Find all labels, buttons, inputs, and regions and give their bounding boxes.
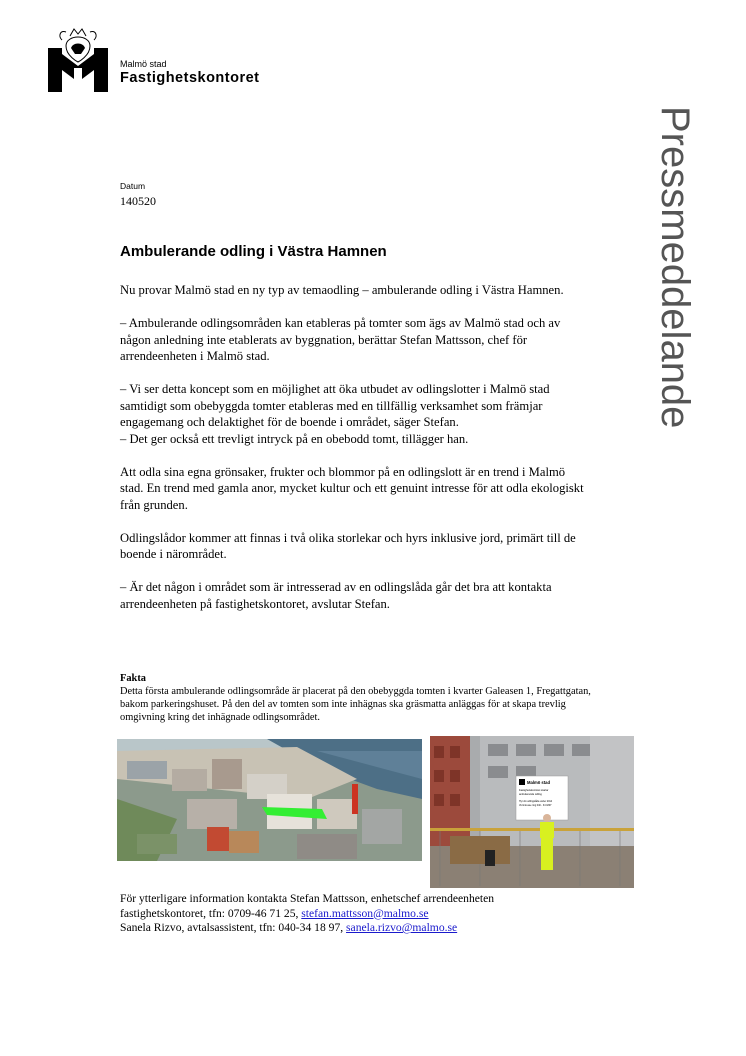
paragraph-7: – Är det någon i området som är intresserad av en odlingslåda går det bra att kontakta arrendeenheten på fastighetskontoret, avslutar Stefan. <box>120 580 552 611</box>
contact-info <box>120 892 620 936</box>
fakta-text: Detta första ambulerande odlingsområde är placerat på den obebyggda tomten i kvarter Galeasen 1, Fregattgatan, bakom parkeringshuset. På den del av tomten som inte inhägnas ska gräsmatta anläggas för at skapa trevlig omgivning kring det inhägnade odlingsområdet. <box>120 686 591 723</box>
article-body <box>120 282 590 612</box>
sign-line-3: ambulerande odling <box>519 793 542 796</box>
paragraph-5: Att odla sina egna grönsaker, frukter och blommor på en odlingslott är en trend i Malmö stad. En trend med gamla anor, mycket kultur och ett genuint intresse för att odla ekologiskt från grunden. <box>120 464 584 512</box>
sign-title: Malmö stad <box>527 780 551 785</box>
contact-line-3 <box>120 921 620 936</box>
side-title-press: Press <box>653 106 697 209</box>
contact-line-2-text: fastighetskontoret, tfn: 0709-46 71 25, <box>120 906 302 920</box>
sign-line-2: Fastighetskontoret startar <box>519 789 549 792</box>
email-link-stefan[interactable]: stefan.mattsson@malmo.se <box>301 906 429 920</box>
contact-line-3-text: Sanela Rizvo, avtalsassistent, tfn: 040-34 18 97, <box>120 921 347 934</box>
sign-line-4: Hyr din odlingslåda under 2014 <box>519 800 553 803</box>
contact-line-2 <box>120 907 620 922</box>
pressmeddelande-side-title <box>630 100 710 560</box>
paragraph-1: Nu provar Malmö stad en ny typ av temaodling – ambulerande odling i Västra Hamnen. <box>120 283 564 297</box>
paragraph-2: – Ambulerande odlingsområden kan etableras på tomter som ägs av Malmö stad och av någon anledning inte etablerats av byggnation, berättar Stefan Mattsson, chef för arrendeenheten i Malmö stad. <box>120 316 561 363</box>
paragraph-4: – Det ger också ett trevligt intryck på en obebodd tomt, tillägger han. <box>120 431 469 446</box>
fakta-section <box>120 672 600 724</box>
site-photo <box>430 736 634 888</box>
paragraph-3: – Vi ser detta koncept som en möjlighet att öka utbudet av odlingslotter i Malmö stad samtidigt som obebyggda tomter etableras med en tillfällig verksamhet som främjar engagemang och delaktighet för de boende i området, säger Stefan. <box>120 382 550 429</box>
aerial-photo <box>117 739 422 861</box>
sign-line-5: Vid intresse ring 040 - 34 1807 <box>519 804 552 807</box>
email-link-sanela[interactable]: sanela.rizvo@malmo.se <box>346 921 458 934</box>
headline: Ambulerande odling i Västra Hamnen <box>120 243 387 260</box>
contact-line-1: För ytterligare information kontakta Stefan Mattsson, enhetschef arrendeenheten <box>120 892 495 905</box>
date-label: Datum <box>120 181 146 191</box>
side-title-meddelande: meddelande <box>653 208 697 429</box>
malmo-stad-logo <box>48 26 108 92</box>
date-value: 140520 <box>120 194 156 208</box>
org-name-small: Malmö stad <box>120 59 167 69</box>
org-name: Fastighetskontoret <box>120 70 260 86</box>
svg-text:Pressmeddelande <box>653 106 697 428</box>
paragraph-6: Odlingslådor kommer att finnas i två olika storlekar och hyrs inklusive jord, primärt till de boende i närområdet. <box>120 530 576 561</box>
fakta-title: Fakta <box>120 673 146 684</box>
